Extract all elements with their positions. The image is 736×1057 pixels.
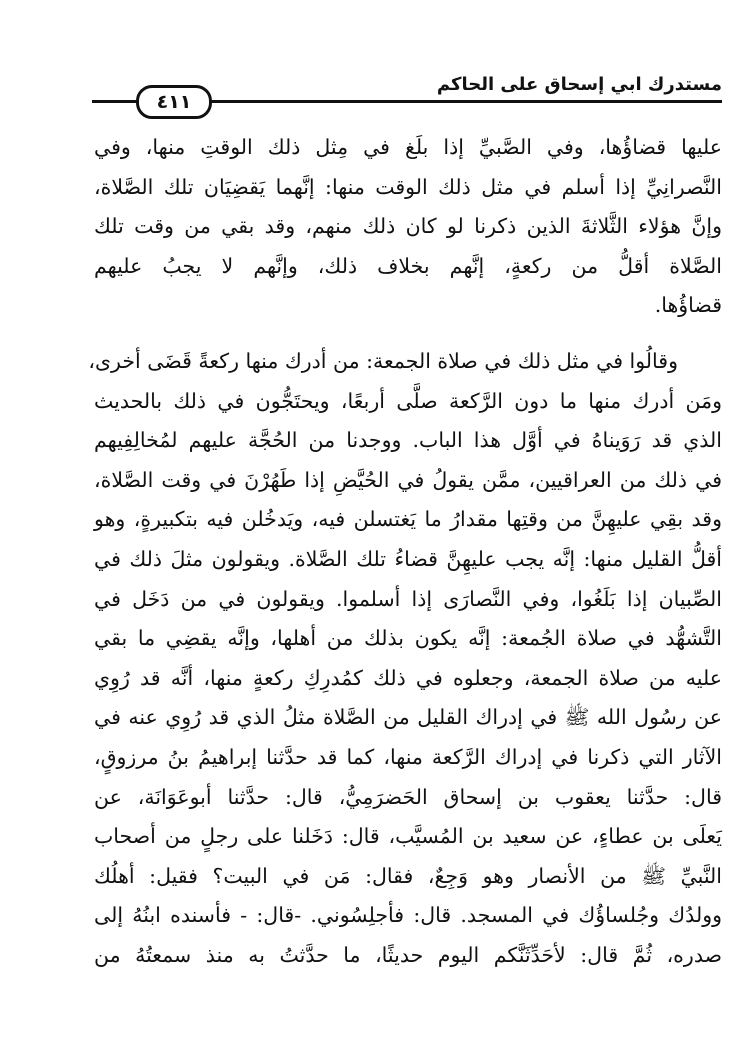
text-line: وقد بقِي عليهِنَّ من وقتِها مقدارُ ما يَغتسلن فيه، ويَدخُلن فيه بتكبيرةٍ، وهو	[94, 507, 722, 532]
text-line: وولدُك وجُلساؤُك في المسجد. قال: فأجلِسُوني. -قال: - فأسنده ابنُهُ إلى	[94, 903, 722, 928]
text-line: النَّبيِّ ﷺ من الأنصار وهو وَجِعٌ، فقال: مَن في البيت؟ فقيل: أهلُك	[94, 863, 722, 888]
page-number-badge: ٤١١	[136, 85, 212, 119]
running-header-title: مستدرك ابي إسحاق على الحاكم	[436, 74, 722, 95]
text-line: عن رسُول الله ﷺ في إدراك القليل من الصَّلاة مثلُ الذي قد رُوِي عنه في	[94, 705, 722, 730]
page-header	[92, 64, 722, 120]
paragraph-gap	[94, 326, 722, 342]
text-line: وقالُوا في مثل ذلك في صلاة الجمعة: من أدرك منها ركعةً قَضَى أخرى،	[88, 348, 678, 373]
text-line: عليها قضاؤُها، وفي الصَّبيِّ إذا بلَغ في مِثل ذلك الوقتِ منها، وفي	[94, 135, 722, 159]
paragraph	[88, 342, 722, 976]
text-line: يَعلَى بن عطاءٍ، عن سعيد بن المُسيَّب، قال: دَخَلنا على رجلٍ من أصحاب	[94, 824, 722, 849]
text-line: التَّشهُّد في صلاة الجُمعة: إنَّه يكون بذلك من أهلها، وإنَّه يقضِي ما بقي	[94, 626, 722, 651]
paragraph	[94, 128, 722, 326]
text-line: أقلُّ القليل منها: إنَّه يجب عليهِنَّ قضاءُ تلك الصَّلاة. ويقولون مثلَ ذلك في	[94, 546, 722, 571]
text-line: في ذلك من العراقيين، ممَّن يقولُ في الحُيَّضِ إذا طَهُرْنَ في وقت الصَّلاة،	[94, 467, 722, 492]
text-line: النَّصرانِيِّ إذا أسلم في مثل ذلك الوقت منها: إنَّهما يَقضِيَان تلك الصَّلاة،	[94, 174, 722, 199]
text-line: الصِّبيان إذا بَلَغُوا، وفي النَّصارَى إذا أسلموا. ويقولون في من دَخَل في	[94, 586, 722, 611]
text-line: الذي قد رَوَيناهُ في أوَّل هذا الباب. ووجدنا من الحُجَّة عليهم لمُخالِفِيهم	[94, 428, 722, 453]
text-line: عليه من صلاة الجمعة، وجعلوه في ذلك كمُدرِكِ ركعةٍ منها، أنَّه قد رُوِي	[94, 665, 722, 690]
text-line: الآثار التي ذكرنا في إدراك الرَّكعة منها، كما قد حدَّثنا إبراهيمُ بنُ مرزوقٍ،	[94, 744, 722, 769]
text-line: ومَن أدرك منها ما دون الرَّكعة صلَّى أربعًا، ويحتَجُّون في ذلك بالحديث	[94, 388, 722, 413]
text-line: وإنَّ هؤلاء الثَّلاثةَ الذين ذكرنا لو كان ذلك منهم، وقد بقي من وقت تلك	[94, 214, 722, 239]
text-line: صدره، ثُمَّ قال: لأحَدِّثَنَّكم اليوم حديثًا، ما حدَّثتُ به منذ سمعتُهُ من	[94, 942, 722, 967]
text-line: قضاؤُها.	[654, 293, 722, 318]
text-line: قال: حدَّثنا يعقوب بن إسحاق الحَضرَمِيُّ، قال: حدَّثنا أبوعَوَانَة، عن	[94, 784, 722, 809]
text-line: الصَّلاة أقلُّ من ركعةٍ، إنَّهم بخلاف ذلك، وإنَّهم لا يجبُ عليهم	[94, 253, 722, 278]
body-text	[88, 128, 722, 975]
